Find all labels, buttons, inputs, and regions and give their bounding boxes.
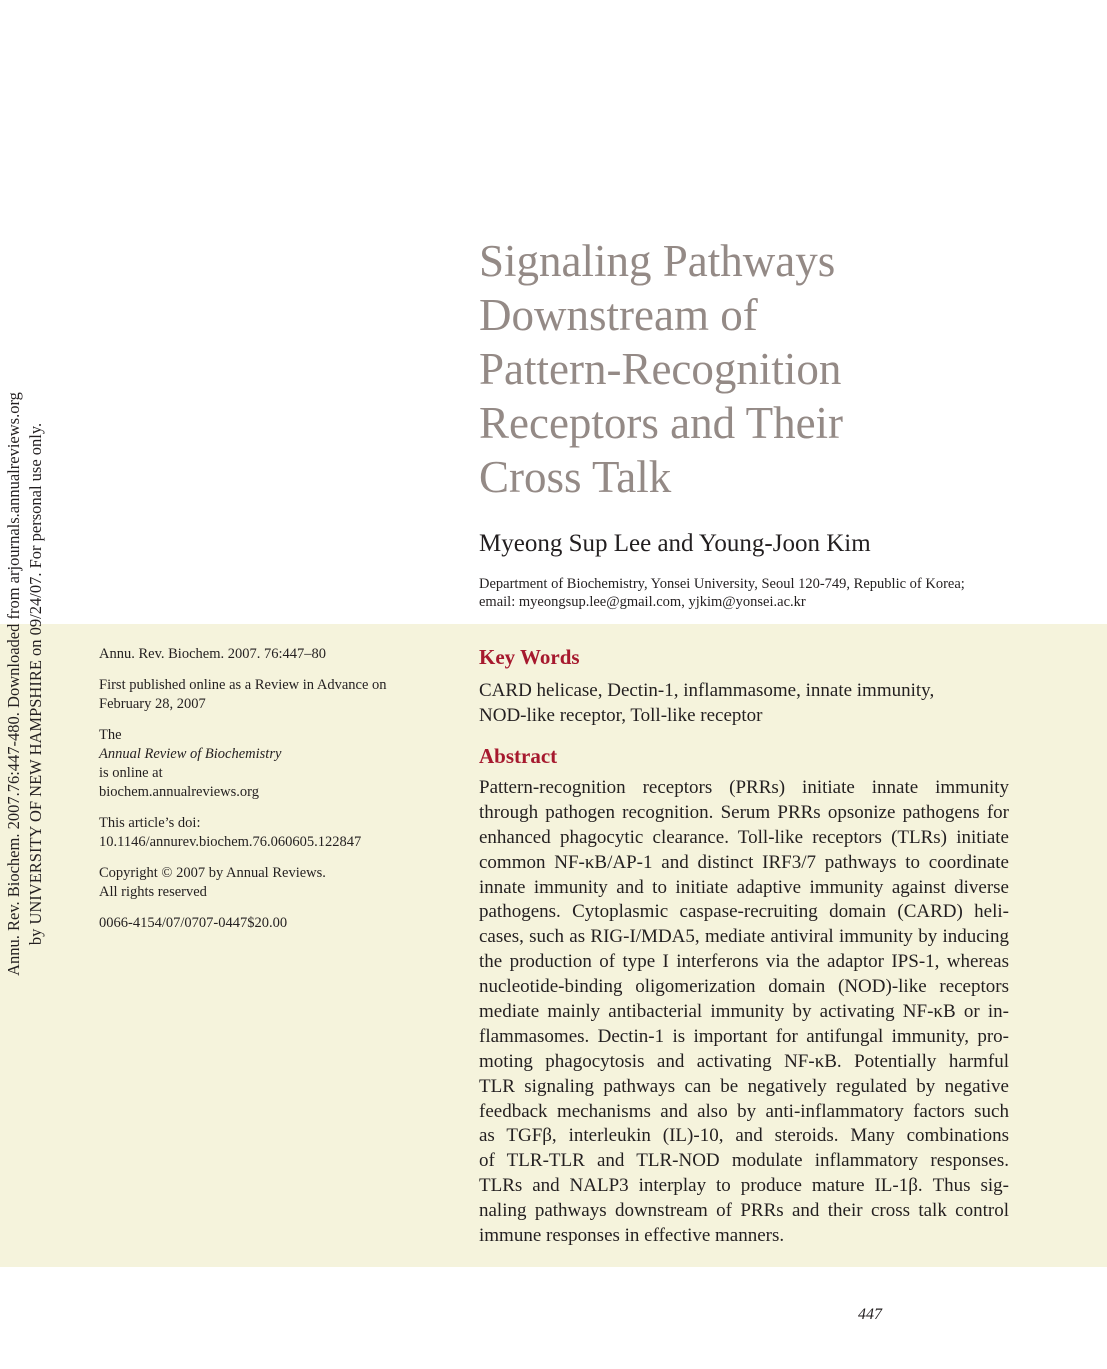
- first-published: First published online as a Review in Advance on February 28, 2007: [99, 677, 387, 712]
- keywords-line: CARD helicase, Dectin-1, inflammasome, innate immunity,: [479, 680, 935, 701]
- journal-online: The Annual Review of Biochemistry is online at biochem.annualreviews.org: [99, 726, 429, 802]
- abstract-line: nucleotide-binding oligomerization domain (NOD)-like receptors: [479, 976, 1009, 998]
- abstract-line: Pattern-recognition receptors (PRRs) initiate innate immunity: [479, 777, 1009, 798]
- citation: Annu. Rev. Biochem. 2007. 76:447–80: [99, 646, 327, 662]
- abstract-text: [479, 776, 1009, 1249]
- article-authors: Myeong Sup Lee and Young-Joon Kim: [479, 530, 871, 557]
- doi-value: 10.1146/annurev.biochem.76.060605.122847: [99, 834, 362, 850]
- abstract-line: of TLR-TLR and TLR-NOD modulate inflammatory responses.: [479, 1150, 1009, 1172]
- keywords-list: [479, 678, 1019, 728]
- copyright-notice: Copyright © 2007 by Annual Reviews. All rights reserved: [99, 865, 326, 900]
- keywords-line: NOD-like receptor, Toll-like receptor: [479, 705, 763, 726]
- issn-code: 0066-4154/07/0707-0447$20.00: [99, 915, 288, 931]
- abstract-line: naling pathways downstream of PRRs and their cross talk control: [479, 1200, 1009, 1222]
- abstract-line: immune responses in effective manners.: [479, 1225, 785, 1247]
- journal-url: biochem.annualreviews.org: [99, 784, 259, 800]
- abstract-line: feedback mechanisms and also by anti-inflammatory factors such: [479, 1100, 1009, 1122]
- abstract-line: innate immunity and to initiate adaptive immunity against diverse: [479, 876, 1009, 898]
- page-number: 447: [858, 1306, 882, 1323]
- abstract-line: cases, such as RIG-I/MDA5, mediate antiviral immunity by inducing: [479, 926, 1009, 948]
- abstract-line: flammasomes. Dectin-1 is important for antifungal immunity, pro-: [479, 1025, 1009, 1047]
- journal-name: Annual Review of Biochemistry: [99, 746, 282, 762]
- keywords-heading: Key Words: [479, 645, 580, 669]
- download-stamp-line-2: by UNIVERSITY OF NEW HAMPSHIRE on 09/24/07. For personal use only.: [26, 422, 45, 946]
- abstract-heading: Abstract: [479, 744, 558, 768]
- article-doi: This article’s doi: 10.1146/annurev.biochem.76.060605.122847: [99, 814, 429, 852]
- title-line: Cross Talk: [479, 452, 672, 502]
- title-line: Downstream of: [479, 290, 758, 340]
- abstract-line: moting phagocytosis and activating NF-κB. Potentially harmful: [479, 1050, 1009, 1072]
- article-metadata: [99, 645, 429, 945]
- title-line: Receptors and Their: [479, 398, 844, 448]
- abstract-line: mediate mainly antibacterial immunity by activating NF-κB or in-: [479, 1001, 1009, 1023]
- download-stamp-line-1: Annu. Rev. Biochem. 2007.76:447-480. Downloaded from arjournals.annualreviews.org: [4, 392, 23, 976]
- abstract-line: as TGFβ, interleukin (IL)-10, and steroids. Many combinations: [479, 1125, 1009, 1147]
- affiliation-email-line: email: myeongsup.lee@gmail.com, yjkim@yonsei.ac.kr: [479, 594, 806, 610]
- abstract-line: TLR signaling pathways can be negatively regulated by negative: [479, 1075, 1009, 1097]
- abstract-line: TLRs and NALP3 interplay to produce mature IL-1β. Thus sig-: [479, 1175, 1009, 1197]
- author-affiliation: [479, 575, 1039, 611]
- abstract-line: pathogens. Cytoplasmic caspase-recruiting domain (CARD) heli-: [479, 901, 1009, 923]
- download-stamp: [3, 388, 47, 980]
- title-line: Pattern-Recognition: [479, 344, 842, 394]
- abstract-line: common NF-κB/AP-1 and distinct IRF3/7 pathways to coordinate: [479, 851, 1009, 873]
- abstract-line: the production of type I interferons via the adaptor IPS-1, whereas: [479, 951, 1009, 973]
- article-title: [479, 234, 1039, 504]
- abstract-line: through pathogen recognition. Serum PRRs opsonize pathogens for: [479, 801, 1009, 823]
- title-line: Signaling Pathways: [479, 236, 836, 286]
- abstract-line: enhanced phagocytic clearance. Toll-like receptors (TLRs) initiate: [479, 826, 1009, 848]
- affiliation-line: Department of Biochemistry, Yonsei University, Seoul 120-749, Republic of Korea;: [479, 576, 965, 592]
